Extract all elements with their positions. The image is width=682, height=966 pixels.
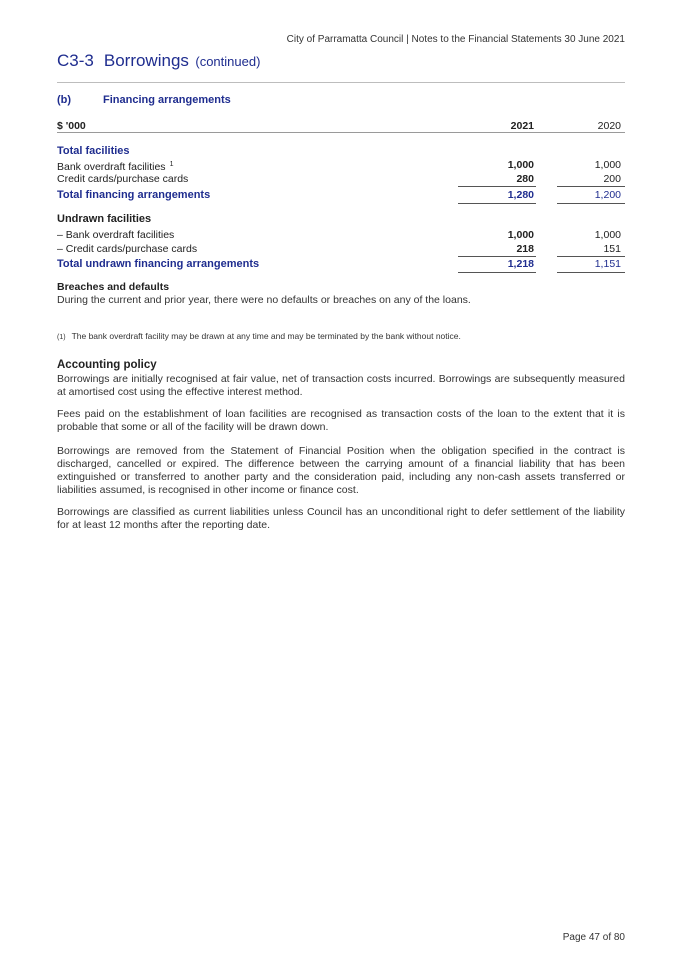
group-title-undrawn-facilities: Undrawn facilities [57,213,152,225]
unit-label: $ '000 [57,120,86,132]
section-number: C3-3 [57,51,94,70]
row-label: – Credit cards/purchase cards [57,243,198,255]
value-2020: 1,000 [594,229,621,241]
footnote [57,331,461,341]
value-2021: 1,000 [507,229,534,241]
total-row [57,257,625,271]
value-2021: 1,000 [507,159,534,171]
value-2020: 200 [603,173,621,185]
footnote-mark: (1) [57,334,66,341]
subtotal-rule-2021 [458,186,536,187]
policy-paragraph: Borrowings are removed from the Statement of Financial Position when the obligation specified in the contract is discharged, cancelled or expired. The difference between the carrying amount of a financial liability that has been extinguished or transferred to another party and the consideration paid, including any non-cash assets transferred or liabilities assumed, is recognised in other income or finance cost. [57,445,625,496]
section-title: Borrowings [103,51,189,70]
row-label: – Bank overdraft facilities [57,229,175,241]
total-value-2020: 1,151 [594,258,621,270]
total-value-2021: 1,280 [507,189,534,201]
table-row [57,242,625,256]
value-2020: 1,000 [594,159,621,171]
value-2021: 280 [516,173,534,185]
subsection-letter: (b) [57,94,72,106]
column-header-2021: 2021 [510,120,534,132]
subtotal-rule-2020 [557,186,625,187]
document-page [57,0,625,966]
section-continued: (continued) [195,54,261,69]
breaches-text: During the current and prior year, there were no defaults or breaches on any of the loans. [57,294,471,306]
row-label: Bank overdraft facilities $^1$ [57,161,174,173]
total-label: Total financing arrangements [57,189,211,201]
running-header: City of Parramatta Council | Notes to the Financial Statements 30 June 2021 [286,34,625,45]
policy-paragraph: Borrowings are classified as current liabilities unless Council has an unconditional right to defer settlement of the liability for at least 12 months after the reporting date. [57,506,625,531]
heading-divider [57,82,625,83]
table-header-row [57,119,625,133]
table-row [57,158,625,172]
section-heading [57,51,260,71]
table-header-divider [57,132,625,133]
footnote-text: The bank overdraft facility may be drawn at any time and may be terminated by the bank without notice. [71,331,461,341]
policy-paragraph: Fees paid on the establishment of loan facilities are recognised as transaction costs of the loan to the extent that it is probable that some or all of the facility will be drawn down. [57,408,625,433]
row-label: Credit cards/purchase cards [57,173,189,185]
total-value-2020: 1,200 [594,189,621,201]
page-number: Page 47 of 80 [562,932,625,943]
group-title-total-facilities: Total facilities [57,145,130,157]
value-2021: 218 [516,243,534,255]
total-rule-2021 [458,203,536,204]
policy-paragraph: Borrowings are initially recognised at fair value, net of transaction costs incurred. Borrowings are subsequently measured at amortised cost using the effective interest method. [57,373,625,398]
total-label: Total undrawn financing arrangements [57,258,260,270]
group-title-row [57,212,625,226]
accounting-policy-title: Accounting policy [57,359,157,371]
value-2020: 151 [603,243,621,255]
table-row [57,228,625,242]
subsection-title: Financing arrangements [103,94,231,106]
breaches-title: Breaches and defaults [57,281,170,293]
column-header-2020: 2020 [597,120,621,132]
total-row [57,188,625,202]
table-row [57,172,625,186]
subsection-heading [57,94,231,106]
total-rule-2020 [557,203,625,204]
total-value-2021: 1,218 [507,258,534,270]
group-title-row [57,144,625,158]
footnote-ref: 1 [169,161,174,168]
total-rule-2021 [458,272,536,273]
total-rule-2020 [557,272,625,273]
